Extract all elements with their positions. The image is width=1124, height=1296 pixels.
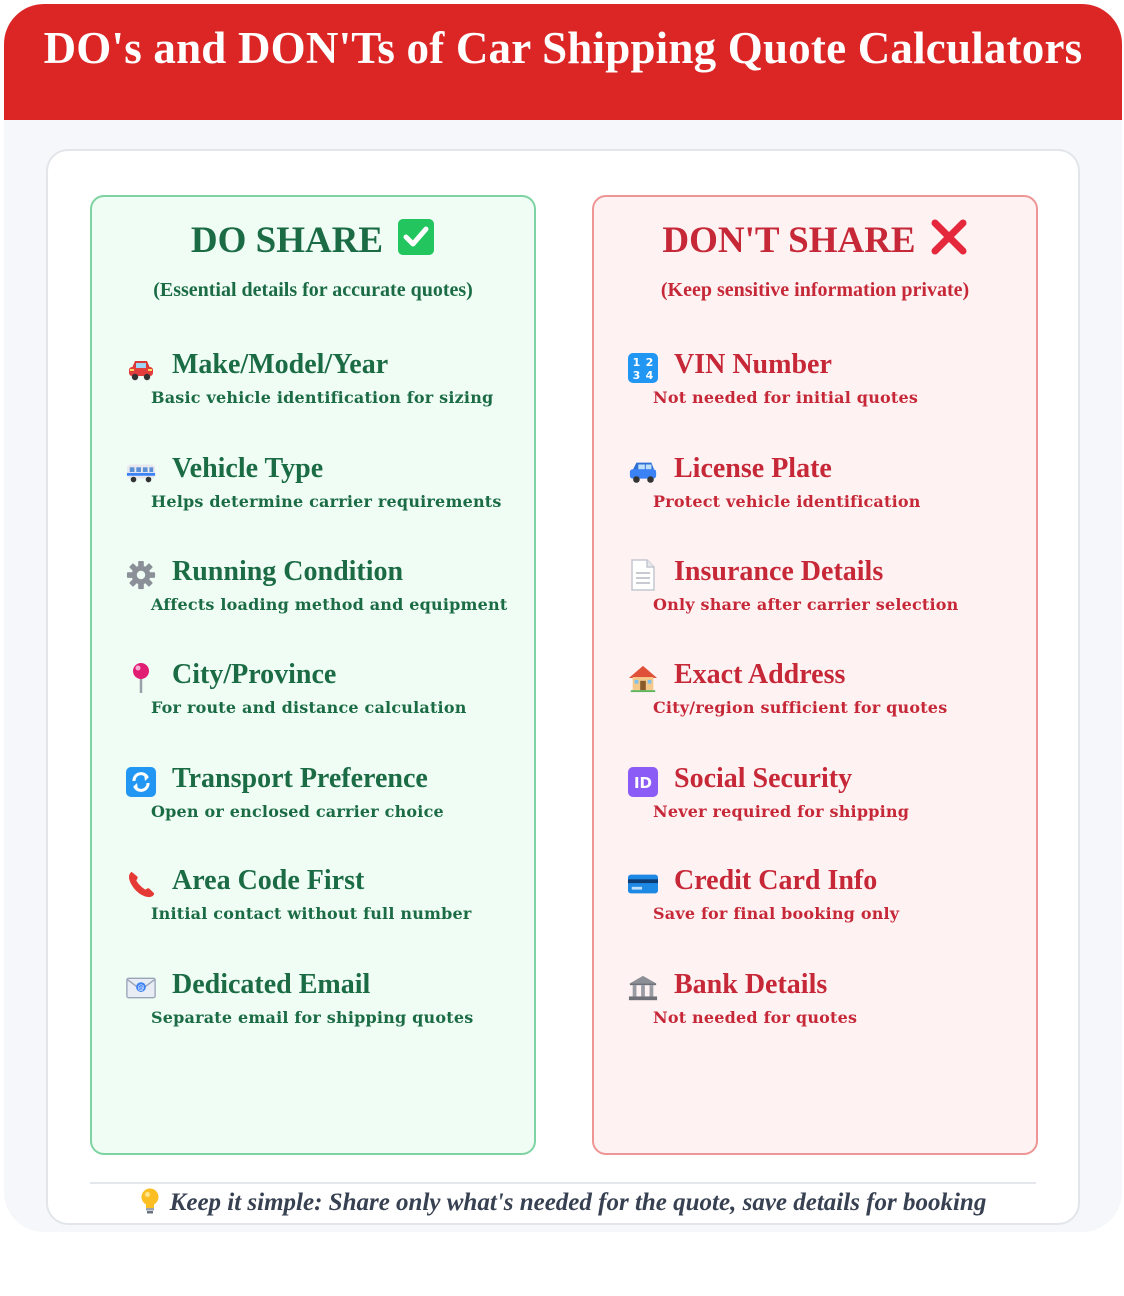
svg-text:ID: ID [633, 774, 653, 792]
do-share-heading [92, 217, 534, 269]
svg-text:2: 2 [645, 356, 654, 369]
credit-card-icon [628, 869, 658, 899]
document-icon [628, 560, 658, 590]
do-item-title: Area Code First [172, 865, 365, 896]
cycle-arrows-icon [126, 767, 156, 797]
do-item-transport-preference [126, 761, 526, 841]
do-item-desc: Separate email for shipping quotes [151, 1008, 474, 1027]
dont-item-vin-number [628, 347, 1028, 427]
do-item-title: Vehicle Type [172, 453, 324, 484]
do-item-city-province [126, 657, 526, 737]
footer-tip-text: Keep it simple: Share only what's needed for the quote, save details for booking [169, 1189, 987, 1216]
do-item-dedicated-email [126, 967, 526, 1047]
do-item-desc: Initial contact without full number [151, 904, 472, 923]
do-item-title: Transport Preference [172, 763, 428, 794]
do-item-desc: Open or enclosed carrier choice [151, 802, 444, 821]
dont-item-desc: Only share after carrier selection [653, 595, 959, 614]
dont-item-desc: Save for final booking only [653, 904, 900, 923]
footer-divider [90, 1182, 1036, 1184]
do-item-vehicle-type [126, 451, 526, 531]
do-item-desc: For route and distance calculation [151, 698, 467, 717]
dont-item-title: Bank Details [674, 969, 828, 1000]
suv-icon [628, 457, 658, 487]
dont-item-insurance-details [628, 554, 1028, 634]
house-icon [628, 663, 658, 693]
svg-text:1: 1 [632, 356, 641, 369]
svg-text:@: @ [137, 982, 145, 992]
do-item-make-model-year [126, 347, 526, 427]
do-item-area-code-first [126, 863, 526, 943]
footer-tip [48, 1187, 1078, 1224]
do-item-title: Running Condition [172, 556, 404, 587]
dont-item-title: Exact Address [674, 659, 846, 690]
check-mark-icon [397, 218, 435, 269]
minibus-icon [126, 457, 156, 487]
infographic-frame [4, 4, 1122, 1232]
title-banner [4, 4, 1122, 120]
dont-share-heading [594, 217, 1036, 269]
dont-item-credit-card-info [628, 863, 1028, 943]
page-title: DO's and DON'Ts of Car Shipping Quote Calculators [43, 23, 1083, 73]
dont-item-title: VIN Number [674, 349, 832, 380]
dont-item-desc: Protect vehicle identification [653, 492, 921, 511]
car-icon [126, 353, 156, 383]
do-share-panel [90, 195, 536, 1155]
bank-icon [628, 973, 658, 1003]
phone-icon [126, 869, 156, 899]
dont-item-social-security [628, 761, 1028, 841]
gear-icon [126, 560, 156, 590]
svg-text:4: 4 [645, 369, 654, 382]
dont-item-bank-details [628, 967, 1028, 1047]
pin-icon [126, 663, 156, 693]
dont-item-desc: City/region sufficient for quotes [653, 698, 948, 717]
dont-item-title: License Plate [674, 453, 832, 484]
do-item-title: City/Province [172, 659, 337, 690]
do-share-subtitle: (Essential details for accurate quotes) [153, 279, 473, 301]
numbers-icon [628, 353, 658, 383]
dont-item-exact-address [628, 657, 1028, 737]
light-bulb-icon [140, 1187, 160, 1224]
id-icon [628, 767, 658, 797]
do-item-desc: Basic vehicle identification for sizing [151, 388, 494, 407]
dont-item-title: Insurance Details [674, 556, 884, 587]
do-share-heading-text: DO SHARE [190, 220, 384, 261]
dont-share-heading-text: DON'T SHARE [662, 220, 916, 261]
svg-text:3: 3 [632, 369, 641, 382]
content-card [46, 149, 1080, 1225]
email-icon [126, 973, 156, 1003]
dont-item-desc: Not needed for quotes [653, 1008, 858, 1027]
do-item-running-condition [126, 554, 526, 634]
dont-item-desc: Not needed for initial quotes [653, 388, 919, 407]
dont-item-desc: Never required for shipping [653, 802, 910, 821]
do-item-title: Make/Model/Year [172, 349, 389, 380]
do-item-title: Dedicated Email [172, 969, 371, 1000]
dont-item-title: Social Security [674, 763, 853, 794]
dont-item-license-plate [628, 451, 1028, 531]
do-item-desc: Helps determine carrier requirements [151, 492, 502, 511]
cross-mark-icon [930, 218, 968, 269]
do-item-desc: Affects loading method and equipment [151, 595, 508, 614]
dont-share-panel [592, 195, 1038, 1155]
dont-share-subtitle: (Keep sensitive information private) [660, 279, 970, 301]
dont-item-title: Credit Card Info [674, 865, 878, 896]
